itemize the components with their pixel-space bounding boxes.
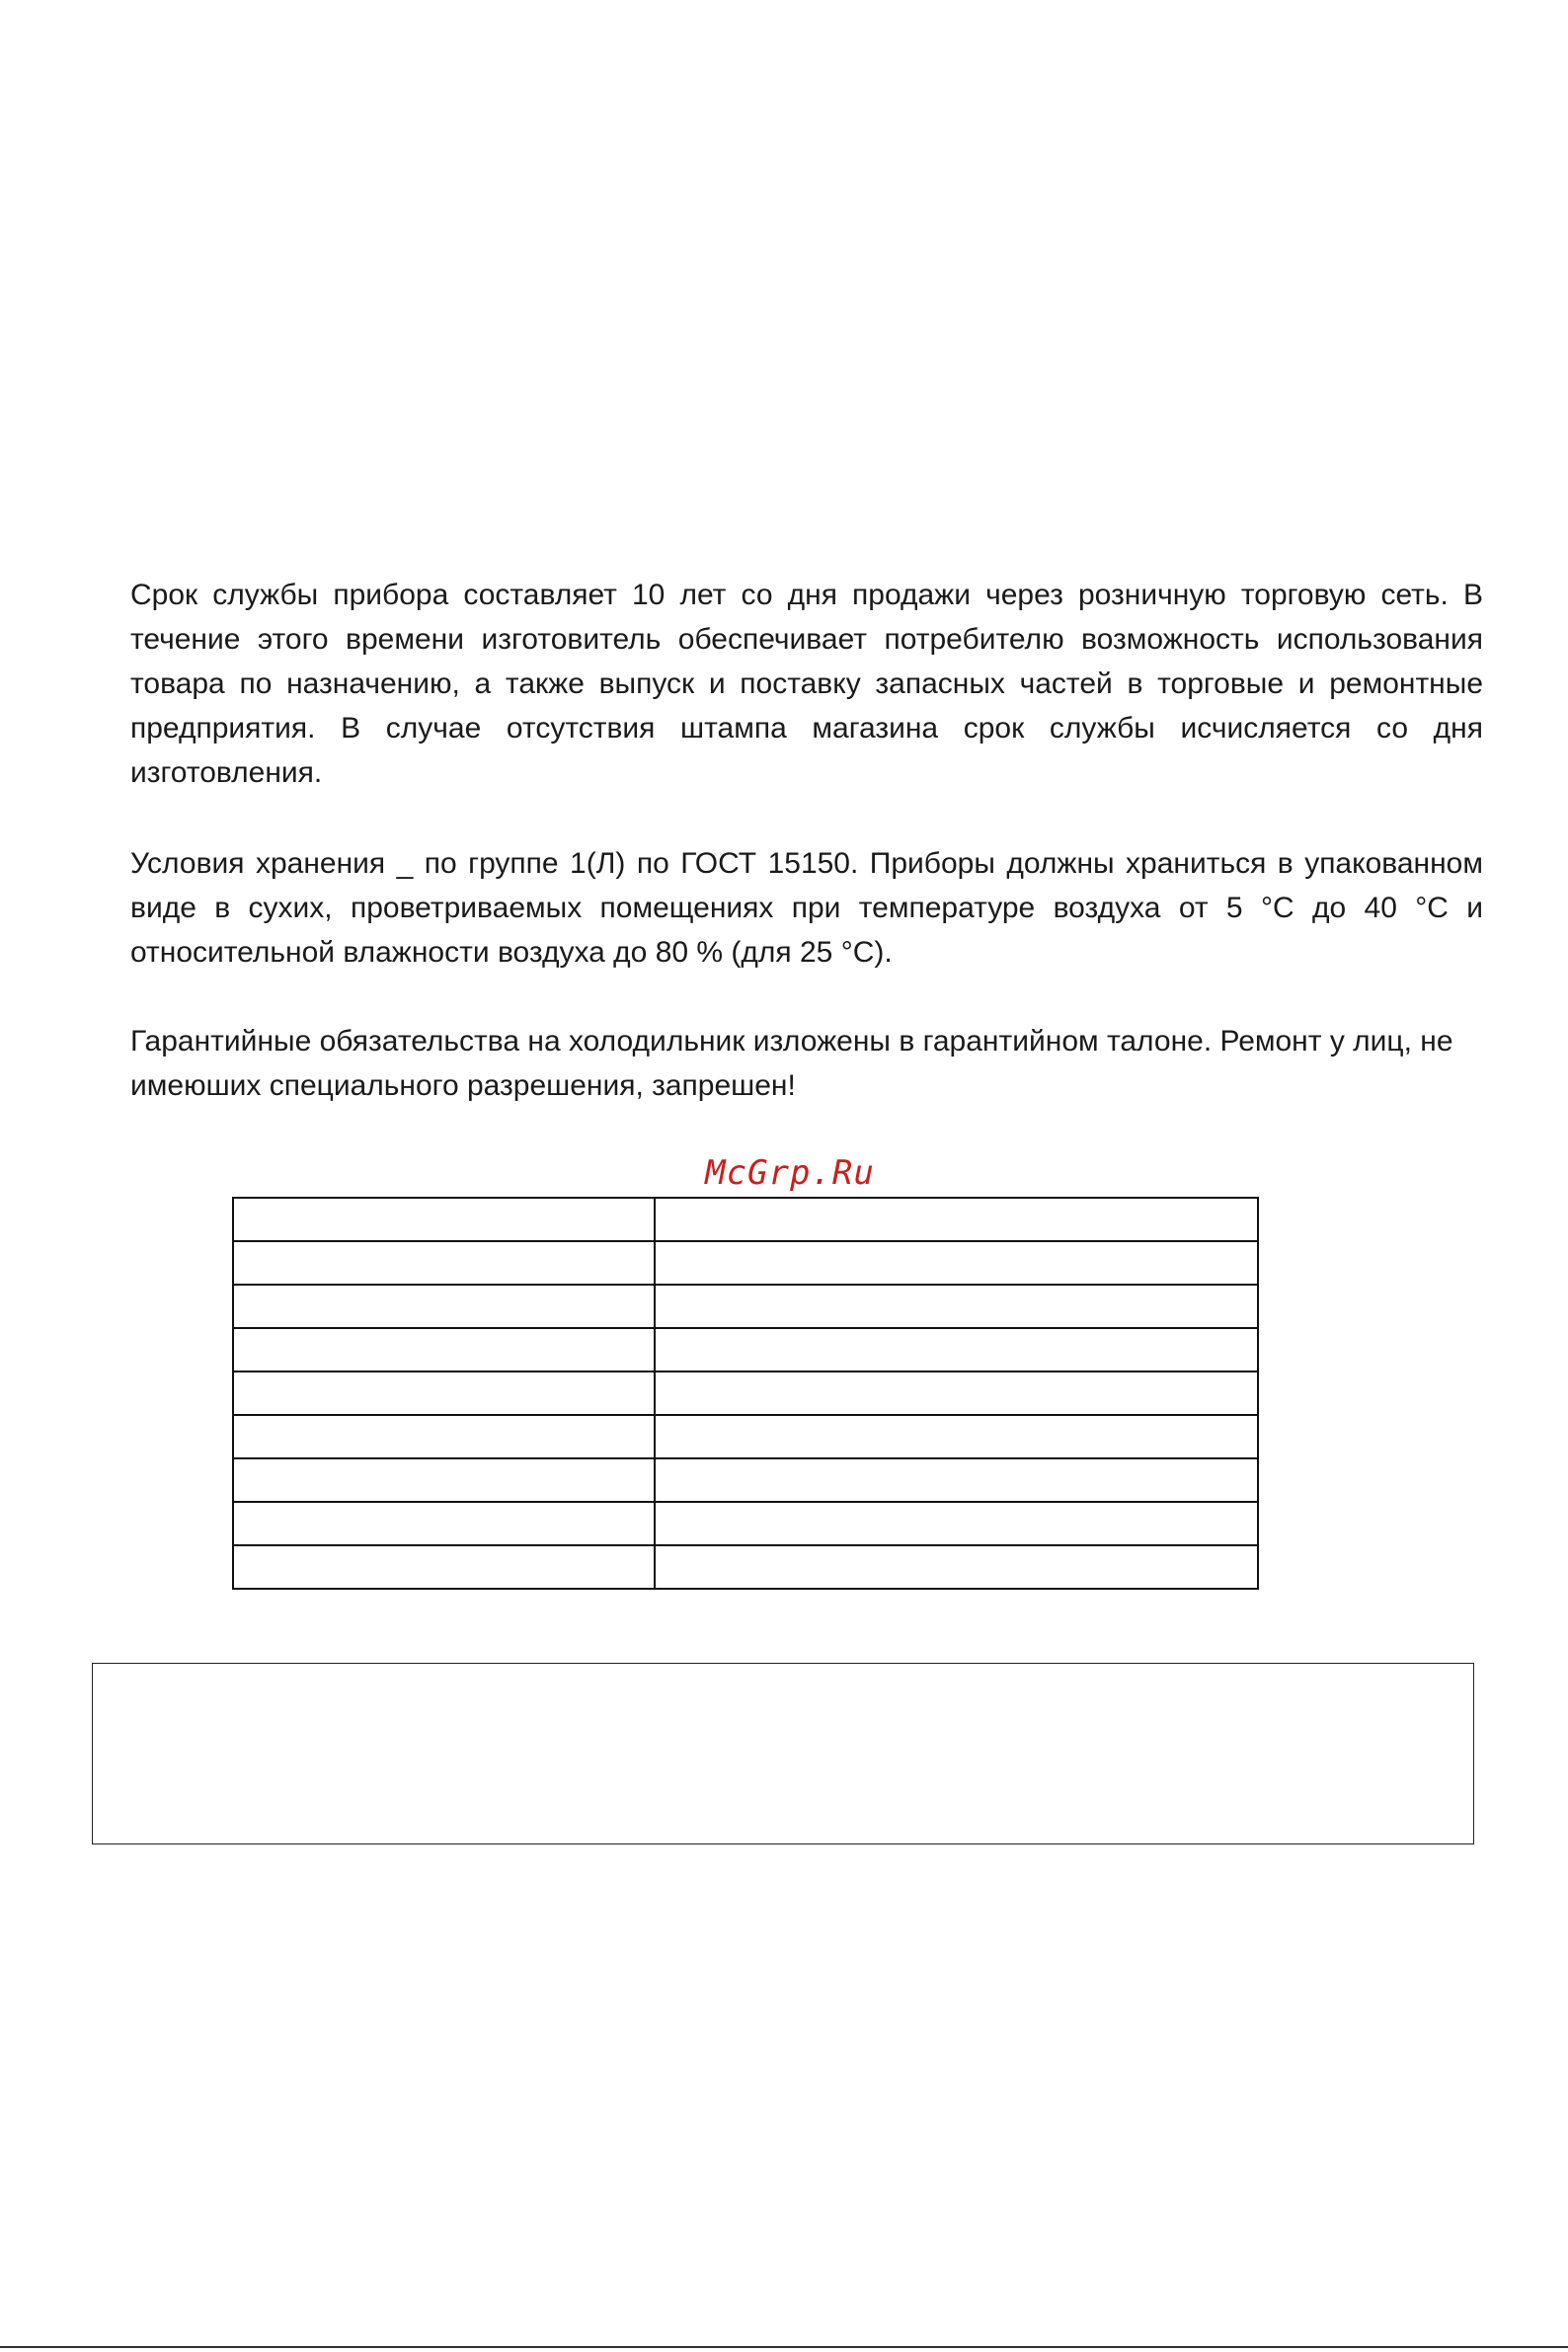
storage-conditions-paragraph: Условия хранения _ по группе 1(Л) по ГОСТ 15150. Приборы должны храниться в упакованном виде в сухих, проветриваемых помещениях при температуре воздуха от 5 °С до 40 °С и относительной влажности воздуха до 80 % (для 25 °С).: [130, 847, 1483, 969]
table-row: [233, 1415, 1258, 1458]
table-cell: [655, 1328, 1258, 1372]
table-cell: [655, 1502, 1258, 1545]
table-cell: [655, 1415, 1258, 1458]
table-cell: [233, 1285, 655, 1328]
table-cell: [655, 1458, 1258, 1502]
table-row: [233, 1545, 1258, 1589]
table-row: [233, 1328, 1258, 1372]
table-cell: [233, 1545, 655, 1589]
table-cell: [233, 1458, 655, 1502]
table-cell: [655, 1198, 1258, 1241]
table-row: [233, 1241, 1258, 1285]
table-row: [233, 1285, 1258, 1328]
blank-frame: [92, 1663, 1474, 1844]
bottom-rule: [0, 2346, 1568, 2348]
table-row: [233, 1372, 1258, 1415]
table-cell: [233, 1415, 655, 1458]
table-cell: [655, 1241, 1258, 1285]
table-row: [233, 1502, 1258, 1545]
table-row: [233, 1198, 1258, 1241]
table-cell: [655, 1545, 1258, 1589]
table-cell: [233, 1241, 655, 1285]
warranty-paragraph: Гарантийные обязательства на холодильник изложены в гарантийном талоне. Ремонт у лиц, не имеюших специального разрешения, запрешен!: [130, 1025, 1453, 1102]
blank-table: [232, 1197, 1259, 1590]
table-cell: [233, 1502, 655, 1545]
table-cell: [655, 1372, 1258, 1415]
service-life-paragraph: Срок службы прибора составляет 10 лет со дня продажи через розничную торговую сеть. В течение этого времени изготовитель обеспечивает потребителю возможность использования товара по назначению, а также выпуск и поставку запасных частей в торговые и ремонтные предприятия. В случае отсутствия штампа магазина срок службы исчисляется со дня изготовления.: [130, 579, 1483, 789]
table-row: [233, 1458, 1258, 1502]
table-cell: [233, 1198, 655, 1241]
table-cell: [655, 1285, 1258, 1328]
table-cell: [233, 1372, 655, 1415]
watermark: McGrp.Ru: [705, 1153, 875, 1193]
table-cell: [233, 1328, 655, 1372]
